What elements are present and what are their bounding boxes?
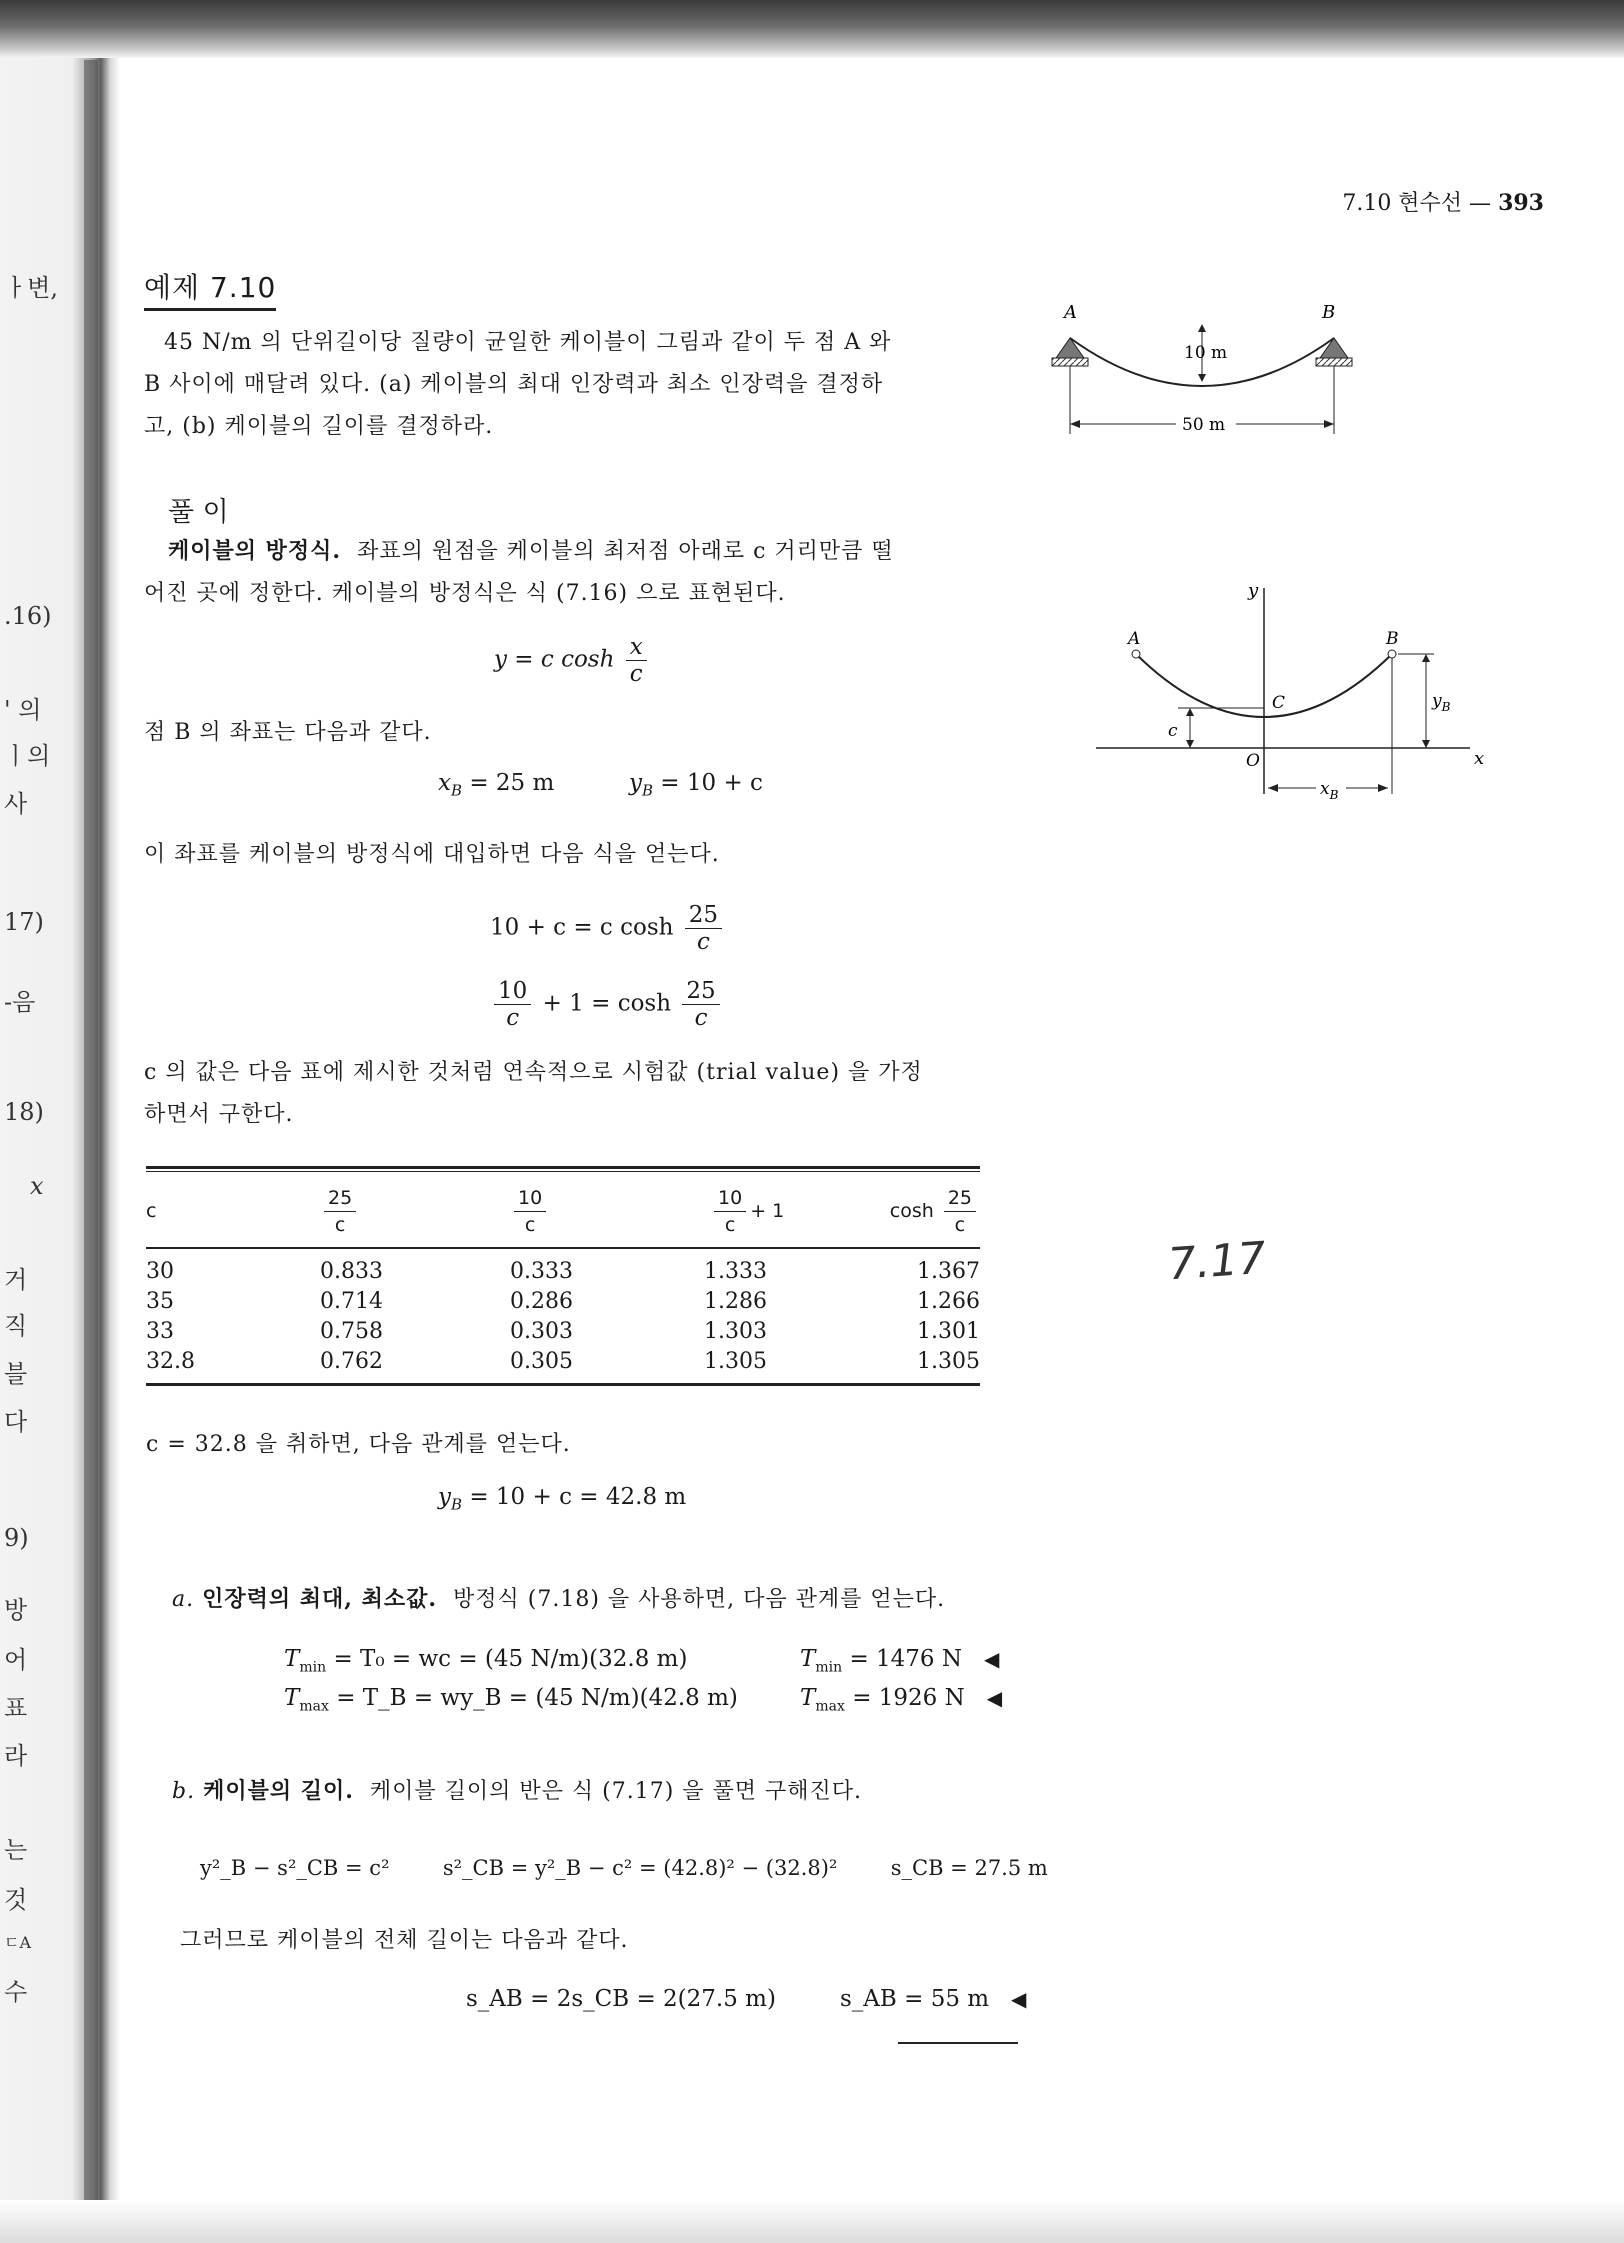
solution-title: 풀 이: [168, 497, 229, 528]
y-axis-label: y: [1248, 580, 1259, 601]
margin-fragment: 사: [4, 790, 28, 818]
margin-fragment: ㅏ변,: [4, 274, 58, 302]
xb-arrow-right: [1378, 784, 1388, 792]
table-header-10c: $\frac{10}{c}$: [510, 1185, 704, 1238]
yb-symbol: y: [438, 1484, 451, 1510]
scan-top-shadow: [0, 0, 1624, 58]
section-title: 7.10 현수선 —: [1342, 191, 1492, 216]
point-b-text: 점 B 의 좌표는 다음과 같다.: [144, 720, 432, 745]
sag-arrow-down: [1198, 374, 1206, 382]
yb-subscript: B: [451, 1495, 463, 1514]
problem-line: B 사이에 매달려 있다. (a) 케이블의 최대 인장력과 최소 인장력을 결정하: [144, 372, 884, 397]
table-cell: 0.286: [510, 1289, 573, 1314]
half-length-eq-3: s_CB = 27.5 m: [890, 1856, 1048, 1880]
scan-bottom-shadow: [0, 2200, 1624, 2243]
table-cell: 1.305: [917, 1349, 980, 1374]
after-table-text: c = 32.8 을 취하면, 다음 관계를 얻는다.: [146, 1432, 571, 1457]
part-a-heading: 인장력의 최대, 최소값.: [202, 1586, 438, 1612]
sag-arrow-up: [1198, 324, 1206, 332]
table-row: [146, 1317, 980, 1347]
yb-result-equation: [438, 1484, 686, 1514]
table-cell: 0.762: [320, 1349, 383, 1374]
table-cell: 0.758: [320, 1319, 383, 1344]
table-header-10c-plus-1: $\frac{10}{c}$ + 1: [710, 1185, 886, 1238]
margin-fragment: .16): [4, 602, 52, 630]
x-axis-label: x: [1474, 748, 1485, 769]
fraction-numerator: 25: [682, 978, 719, 1005]
part-a-text: 방정식 (7.18) 을 사용하면, 다음 관계를 얻는다.: [453, 1587, 946, 1612]
part-a-label: a.: [172, 1587, 195, 1612]
trial-value-table: [146, 1166, 980, 1386]
yb-result: = 10 + c = 42.8 m: [469, 1484, 687, 1510]
margin-fragment: 것: [4, 1886, 28, 1914]
fraction-denominator: c: [694, 1005, 708, 1031]
cable-equation-paragraph: [144, 530, 1024, 615]
point-b-coordinates: $x_B = 25$ m $y_B = 10 + c$: [438, 770, 763, 800]
table-bottom-rule: [146, 1383, 980, 1386]
c-dimension-label: c: [1168, 721, 1178, 741]
table-cell: 0.833: [320, 1259, 383, 1284]
margin-fragment: x: [30, 1172, 44, 1200]
c-arrow-up: [1186, 708, 1194, 716]
cable-equation-heading: 케이블의 방정식.: [168, 538, 342, 564]
page-number: 393: [1498, 190, 1544, 216]
margin-fragment: ㄷA: [4, 1933, 32, 1952]
page-header: [1342, 186, 1544, 217]
total-length-result: s_AB = 55 m ◀: [840, 1986, 1027, 2012]
point-a-label: A: [1128, 629, 1141, 649]
table-cell: 32.8: [146, 1349, 195, 1374]
span-label: 50 m: [1182, 415, 1226, 435]
table-row: [146, 1287, 980, 1317]
substitution-equation-2: [490, 978, 724, 1031]
tmax-equation: $T_{max}$ = T_B = wy_B = (45 N/m)(42.8 m): [284, 1684, 738, 1715]
paragraph-line: 어진 곳에 정한다. 케이블의 방정식은 식 (7.16) 으로 표현된다.: [144, 581, 786, 606]
margin-fragment: ㅣ의: [4, 742, 51, 770]
point-a-marker: [1132, 650, 1140, 658]
table-cell: 35: [146, 1289, 174, 1314]
table-cell: 33: [146, 1319, 174, 1344]
fraction-numerator: 10: [494, 978, 531, 1005]
solution-end-rule: [898, 2042, 1018, 2044]
problem-statement: [144, 322, 1024, 448]
table-cell: 30: [146, 1259, 174, 1284]
table-row: [146, 1347, 980, 1377]
point-c-label: C: [1272, 693, 1286, 713]
support-a-ground: [1052, 358, 1088, 366]
xb-symbol: x: [438, 770, 451, 796]
support-b-ground: [1316, 358, 1352, 366]
support-a: [1056, 338, 1084, 358]
margin-fragment: ' 의: [4, 696, 42, 724]
total-length-equation: s_AB = 2s_CB = 2(27.5 m): [466, 1986, 776, 2012]
part-b-label: b.: [172, 1779, 196, 1804]
table-cell: 0.333: [510, 1259, 573, 1284]
catenary-equation: [494, 634, 651, 687]
point-b-marker: [1388, 650, 1396, 658]
half-length-eq-1: y²_B − s²_CB = c²: [200, 1856, 390, 1880]
cable-figure: [1050, 296, 1370, 446]
fraction-denominator: c: [506, 1005, 520, 1031]
total-length-text: 그러므로 케이블의 전체 길이는 다음과 같다.: [180, 1928, 629, 1953]
substitution-equation-1: [490, 902, 726, 955]
figure1-label-b: B: [1322, 302, 1336, 323]
part-b-heading: 케이블의 길이.: [203, 1778, 354, 1804]
table-body: [146, 1247, 980, 1377]
yb-symbol: y: [628, 770, 642, 796]
problem-line: 고, (b) 케이블의 길이를 결정하라.: [144, 414, 494, 439]
margin-fragment: 17): [4, 908, 44, 936]
table-cell: 1.367: [917, 1259, 980, 1284]
margin-fragment: 직: [4, 1312, 28, 1340]
margin-fragment: 어: [4, 1646, 28, 1674]
support-b: [1320, 338, 1348, 358]
figure1-label-a: A: [1064, 302, 1077, 323]
half-length-eq-2: s²_CB = y²_B − c² = (42.8)² − (32.8)²: [442, 1856, 838, 1880]
table-row: [146, 1257, 980, 1287]
trial-value-paragraph: [144, 1052, 1024, 1136]
fraction-denominator: c: [696, 929, 710, 955]
margin-fragment: 라: [4, 1742, 28, 1770]
margin-fragment: 18): [4, 1098, 44, 1126]
example-title: 예제 7.10: [144, 266, 276, 311]
table-header-cosh: cosh $\frac{25}{c}$: [886, 1185, 980, 1238]
table-cell: 0.714: [320, 1289, 383, 1314]
table-cell: 1.266: [917, 1289, 980, 1314]
margin-fragment: 표: [4, 1694, 28, 1722]
xb-value: = 25 m: [469, 770, 555, 796]
margin-fragment: 거: [4, 1266, 28, 1294]
table-header-25c: $\frac{25}{c}$: [320, 1185, 510, 1238]
table-header-c: c: [146, 1200, 157, 1222]
equation-middle: + 1 = cosh: [542, 990, 672, 1017]
handwritten-note: 7.17: [1166, 1232, 1268, 1291]
xb-arrow-left: [1268, 784, 1278, 792]
paragraph-line: c 의 값은 다음 표에 제시한 것처럼 연속적으로 시험값 (trial value) 을 가정: [144, 1060, 923, 1085]
part-a-intro: [172, 1578, 945, 1621]
yb-arrow-down: [1422, 740, 1430, 748]
margin-fragment: 9): [4, 1524, 29, 1552]
table-cell: 1.333: [704, 1259, 767, 1284]
tension-results: [800, 1644, 1002, 1721]
catenary-coordinate-figure: [1090, 580, 1490, 810]
table-top-rule: [146, 1166, 980, 1172]
yb-value: = 10 + c: [660, 770, 763, 796]
margin-fragment: 블: [4, 1360, 28, 1388]
margin-fragment: 방: [4, 1596, 28, 1624]
paragraph-line: 하면서 구한다.: [144, 1102, 294, 1127]
fraction-25-over-c: [685, 902, 722, 955]
fraction-numerator: x: [626, 634, 647, 661]
table-cell: 1.286: [704, 1289, 767, 1314]
half-length-equations: [200, 1856, 1048, 1880]
margin-fragment: 수: [4, 1978, 28, 2006]
tmin-result: $T_{min} = 1476$ N ◀: [800, 1646, 1000, 1676]
yb-arrow-up: [1422, 654, 1430, 662]
yb-label: $y_B$: [1432, 691, 1451, 714]
book-spine-line: [84, 60, 98, 2243]
table-cell: 1.305: [704, 1349, 767, 1374]
catenary-equation-lhs: y = c cosh: [494, 646, 615, 673]
table-cell: 0.303: [510, 1319, 573, 1344]
fraction-25-over-c: [682, 978, 719, 1031]
c-arrow-down: [1186, 740, 1194, 748]
table-cell: 0.305: [510, 1349, 573, 1374]
part-b-text: 케이블 길이의 반은 식 (7.17) 을 풀면 구해진다.: [369, 1779, 863, 1804]
point-b-label: B: [1386, 629, 1399, 649]
sag-label: 10 m: [1184, 343, 1228, 363]
span-arrow-left: [1070, 420, 1080, 428]
problem-line: 45 N/m 의 단위길이당 질량이 균일한 케이블이 그림과 같이 두 점 A 와: [164, 330, 892, 355]
fraction-denominator: c: [629, 661, 643, 687]
substitution-text: 이 좌표를 케이블의 방정식에 대입하면 다음 식을 얻는다.: [144, 842, 720, 867]
xb-label: $x_B$: [1320, 779, 1339, 802]
span-arrow-right: [1324, 420, 1334, 428]
tension-equations: [284, 1644, 738, 1721]
fraction-x-over-c: [626, 634, 647, 687]
fraction-numerator: 25: [685, 902, 722, 929]
equation-lhs: 10 + c = c cosh: [490, 914, 674, 941]
paragraph-line: 좌표의 원점을 케이블의 최저점 아래로 c 거리만큼 떨: [357, 539, 894, 564]
origin-label: O: [1246, 751, 1260, 771]
fraction-10-over-c: [494, 978, 531, 1031]
tmin-equation: $T_{min} = T_0$ = wc = (45 N/m)(32.8 m): [284, 1646, 688, 1676]
tmax-result: $T_{max} = 1926$ N ◀: [800, 1684, 1003, 1715]
table-header-row: [146, 1175, 980, 1247]
margin-fragment: 는: [4, 1836, 28, 1864]
table-cell: 1.303: [704, 1319, 767, 1344]
margin-fragment: 다: [4, 1408, 28, 1436]
part-b-intro: [172, 1770, 862, 1813]
table-cell: 1.301: [917, 1319, 980, 1344]
margin-fragment: -음: [4, 988, 36, 1016]
